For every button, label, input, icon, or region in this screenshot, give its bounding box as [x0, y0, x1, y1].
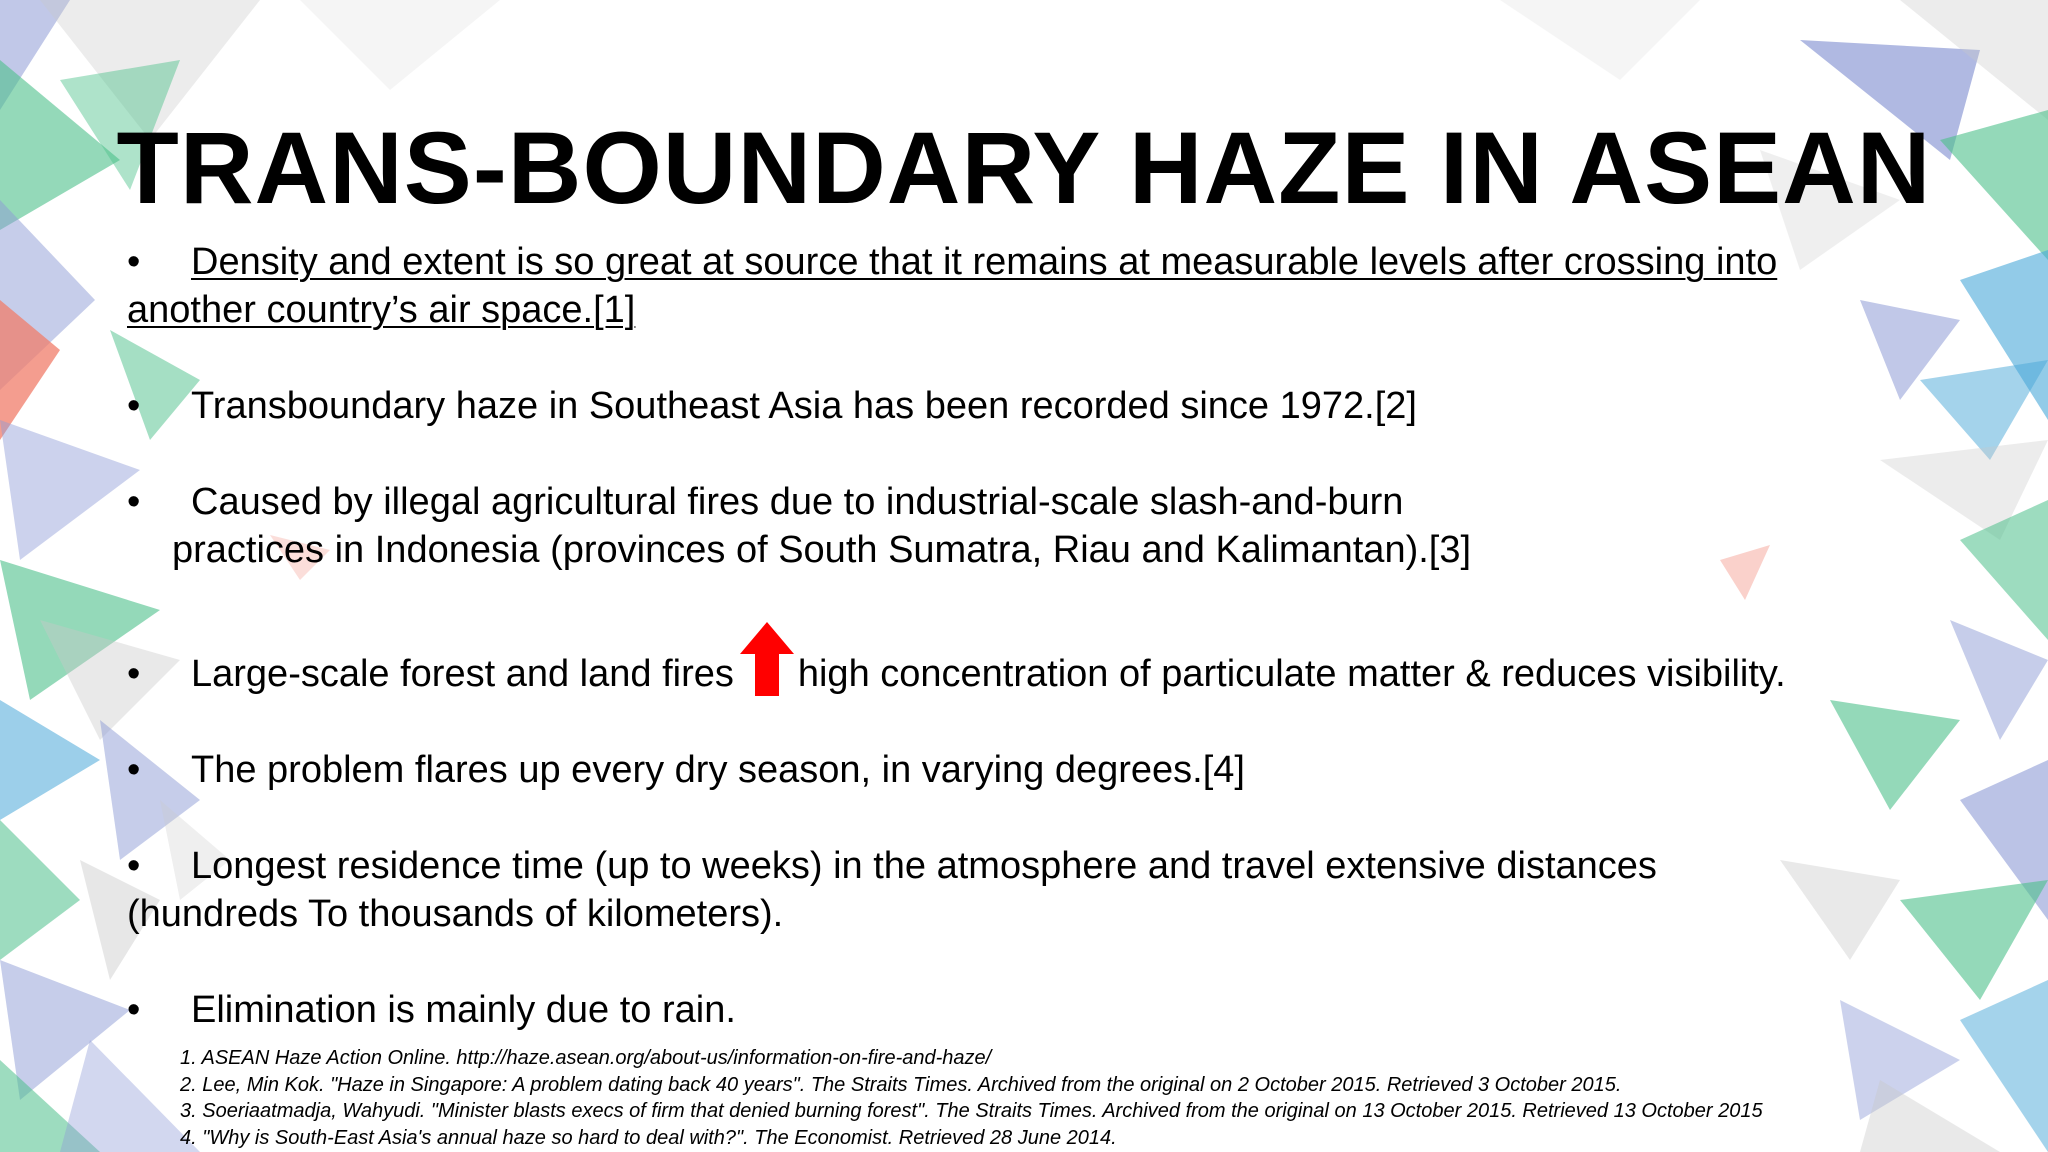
- bullet-text-continuation: practices in Indonesia (provinces of South Sumatra, Riau and Kalimantan).[3]: [172, 529, 1472, 571]
- slide-title: TRANS-BOUNDARY HAZE IN ASEAN: [116, 111, 1932, 225]
- bullet-mark: •: [127, 653, 141, 695]
- bullet-mark: •: [127, 749, 141, 791]
- bullet-item: [127, 478, 1887, 574]
- bullet-item: [127, 842, 1887, 938]
- bullet-item: [127, 622, 1887, 698]
- bullet-mark: •: [127, 385, 141, 427]
- bullet-mark: •: [127, 481, 141, 523]
- references-list: [180, 1045, 1980, 1151]
- bullet-text: high concentration of particulate matter & reduces visibility.: [797, 653, 1786, 695]
- bullet-mark: •: [127, 989, 141, 1031]
- bullet-text-continuation: (hundreds To thousands of kilometers).: [127, 893, 784, 935]
- bullet-text: Transboundary haze in Southeast Asia has been recorded since 1972.[2]: [191, 385, 1417, 427]
- bullet-text: Large-scale forest and land fires: [191, 653, 734, 695]
- bullet-text-underlined: [127, 241, 1887, 334]
- bullet-mark: •: [127, 241, 141, 283]
- bullet-item: [127, 238, 1887, 334]
- bullet-text: Caused by illegal agricultural fires due to industrial-scale slash-and-burn: [191, 481, 1404, 523]
- bullet-item: [127, 382, 1887, 430]
- bullet-text: Density and extent is so great at source that it remains at measurable levels after crossing into: [191, 241, 1778, 283]
- reference-item: 1. ASEAN Haze Action Online. http://haze.asean.org/about-us/information-on-fire-and-haze/: [180, 1047, 992, 1069]
- bullet-text: Longest residence time (up to weeks) in the atmosphere and travel extensive distances: [191, 845, 1657, 887]
- bullet-item: [127, 986, 1887, 1034]
- bullet-text: Elimination is mainly due to rain.: [191, 989, 736, 1031]
- reference-item: 4. "Why is South-East Asia's annual haze so hard to deal with?". The Economist. Retrieved 28 June 2014.: [180, 1126, 1117, 1149]
- bullet-mark: •: [127, 845, 141, 887]
- bullet-list: [127, 238, 1887, 1082]
- up-arrow-icon: [740, 622, 794, 696]
- bullet-item: [127, 746, 1887, 794]
- reference-item: 3. Soeriaatmadja, Wahyudi. "Minister blasts execs of firm that denied burning forest". The Straits Times. Archived from the original on 13 October 2015. Retrieved 13 October 2015: [180, 1100, 1763, 1122]
- reference-item: 2. Lee, Min Kok. "Haze in Singapore: A problem dating back 40 years". The Straits Times. Archived from the original on 2 October 2015. Retrieved 3 October 2015.: [180, 1073, 1622, 1096]
- bullet-text-continuation: another country’s air space.[1]: [127, 289, 636, 331]
- bullet-text: The problem flares up every dry season, in varying degrees.[4]: [191, 749, 1245, 791]
